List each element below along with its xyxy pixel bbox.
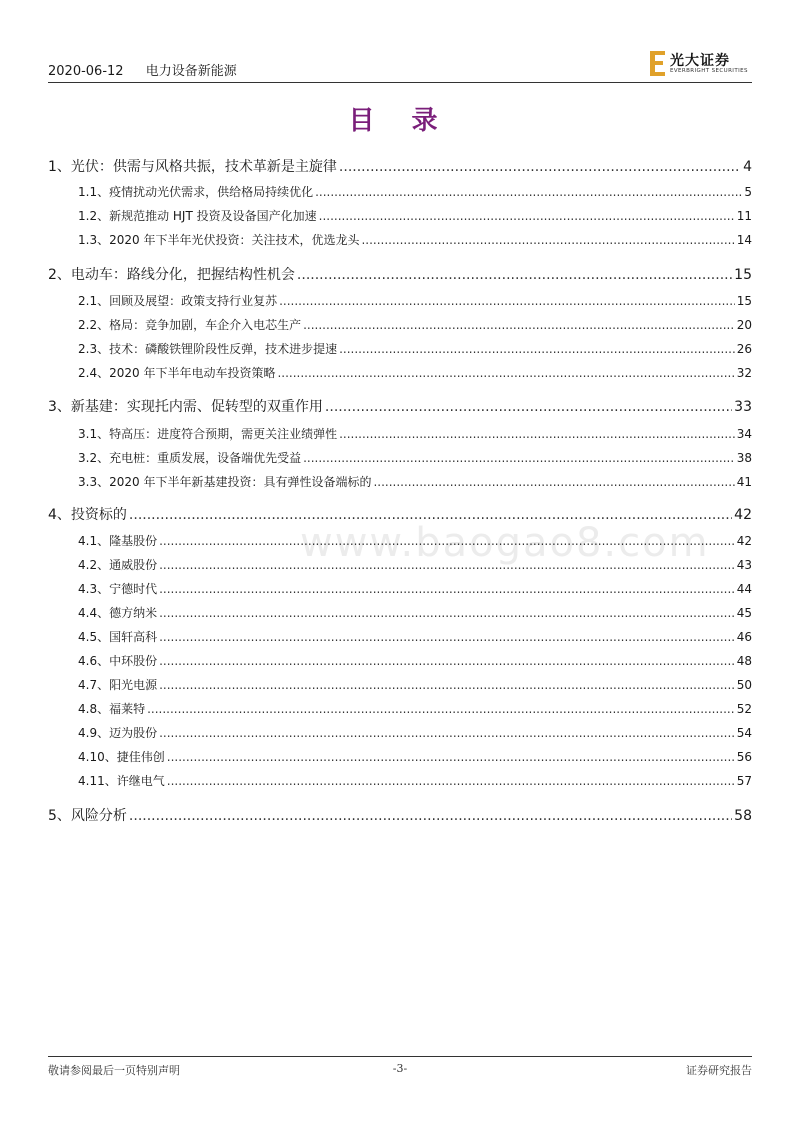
toc-entry-label: 捷佳伟创 <box>116 750 165 764</box>
toc-entry-page: 48 <box>736 654 752 668</box>
toc-entry-label: 阳光电源 <box>109 678 158 692</box>
toc-entry-page: 38 <box>736 451 752 465</box>
toc-entry-number: 1.2、 <box>78 209 110 223</box>
toc-entry-label: 光伏：供需与风格共振，技术革新是主旋律 <box>70 159 337 175</box>
logo-text-cn: 光大证券 <box>670 53 730 69</box>
toc-leader-dots <box>279 294 735 308</box>
toc-subsection-link[interactable] <box>48 724 752 741</box>
toc-subsection-link[interactable] <box>48 340 752 357</box>
toc-entry-number: 4.7、 <box>78 678 110 692</box>
toc-leader-dots <box>159 534 735 548</box>
toc-entry-page: 46 <box>736 630 752 644</box>
toc-leader-dots <box>159 558 735 572</box>
toc-entry-number: 4.3、 <box>78 582 110 596</box>
toc-leader-dots <box>159 582 735 596</box>
toc-entry-page: 20 <box>736 318 752 332</box>
footer-disclaimer: 敬请参阅最后一页特别声明 <box>48 1064 180 1077</box>
toc-entry-label: 德方纳米 <box>109 606 158 620</box>
toc-leader-dots <box>129 507 732 523</box>
toc-leader-dots <box>339 159 741 175</box>
toc-leader-dots <box>361 233 734 247</box>
toc-entry-number: 5、 <box>48 808 71 824</box>
everbright-logo <box>650 50 750 78</box>
toc-entry-page: 50 <box>736 678 752 692</box>
toc-entry-label: 回顾及展望：政策支持行业复苏 <box>109 294 278 308</box>
toc-entry-label: 新基建：实现托内需、促转型的双重作用 <box>70 399 323 415</box>
toc-leader-dots <box>159 654 735 668</box>
toc-entry-label: 2020 年下半年光伏投资：关注技术，优选龙头 <box>109 233 360 247</box>
toc-entry-label: 迈为股份 <box>109 726 158 740</box>
toc-section-link[interactable] <box>48 396 752 416</box>
toc-entry-page: 54 <box>736 726 752 740</box>
toc-entry-page: 44 <box>736 582 752 596</box>
toc-entry-number: 3.3、 <box>78 475 110 489</box>
toc-title: 目 录 <box>348 106 452 136</box>
toc-entry-number: 4.11、 <box>78 774 117 788</box>
toc-entry-page: 26 <box>736 342 752 356</box>
logo-mark-icon <box>650 51 666 76</box>
toc-leader-dots <box>325 399 732 415</box>
toc-entry-page: 52 <box>736 702 752 716</box>
toc-entry-page: 33 <box>734 399 752 415</box>
toc-entry-label: 风险分析 <box>70 808 127 824</box>
toc-entry-label: 2020 年下半年电动车投资策略 <box>109 366 276 380</box>
toc-entry-label: 投资标的 <box>70 507 127 523</box>
report-date: 2020-06-12 <box>48 64 124 79</box>
toc-subsection-link[interactable] <box>48 532 752 549</box>
toc-entry-number: 1.3、 <box>78 233 110 247</box>
toc-leader-dots <box>303 451 735 465</box>
toc-leader-dots <box>147 702 735 716</box>
toc-entry-number: 3、 <box>48 399 71 415</box>
toc-entry-number: 4.5、 <box>78 630 110 644</box>
toc-entry-number: 4.8、 <box>78 702 110 716</box>
toc-entry-number: 4、 <box>48 507 71 523</box>
toc-entry-page: 11 <box>736 209 752 223</box>
toc-entry-label: 通威股份 <box>109 558 158 572</box>
toc-entry-label: 隆基股份 <box>109 534 158 548</box>
toc-section-link[interactable] <box>48 504 752 524</box>
toc-entry-label: 宁德时代 <box>109 582 158 596</box>
footer-doc-type: 证券研究报告 <box>686 1064 752 1077</box>
toc-subsection-link[interactable] <box>48 231 752 248</box>
toc-entry-label: 充电桩：重质发展，设备端优先受益 <box>109 451 302 465</box>
toc-entry-page: 42 <box>736 534 752 548</box>
toc-subsection-link[interactable] <box>48 580 752 597</box>
toc-entry-label: 电动车：路线分化，把握结构性机会 <box>70 267 295 283</box>
toc-entry-label: 2020 年下半年新基建投资：具有弹性设备端标的 <box>109 475 372 489</box>
toc-entry-number: 3.1、 <box>78 427 110 441</box>
toc-entry-number: 1.1、 <box>78 185 110 199</box>
toc-subsection-link[interactable] <box>48 449 752 466</box>
toc-entry-number: 2.2、 <box>78 318 110 332</box>
page-header <box>48 60 237 79</box>
footer-divider <box>48 1056 752 1057</box>
toc-entry-label: 中环股份 <box>109 654 158 668</box>
toc-entry-page: 41 <box>736 475 752 489</box>
toc-subsection-link[interactable] <box>48 604 752 621</box>
toc-leader-dots <box>167 750 735 764</box>
toc-entry-label: 国轩高科 <box>109 630 158 644</box>
toc-entry-number: 1、 <box>48 159 71 175</box>
toc-entry-page: 32 <box>736 366 752 380</box>
toc-leader-dots <box>129 808 732 824</box>
toc-entry-number: 4.6、 <box>78 654 110 668</box>
toc-entry-number: 4.10、 <box>78 750 117 764</box>
toc-subsection-link[interactable] <box>48 183 752 200</box>
toc-subsection-link[interactable] <box>48 316 752 333</box>
toc-entry-number: 4.9、 <box>78 726 110 740</box>
toc-entry-page: 45 <box>736 606 752 620</box>
toc-subsection-link[interactable] <box>48 700 752 717</box>
toc-subsection-link[interactable] <box>48 556 752 573</box>
toc-leader-dots <box>277 366 734 380</box>
toc-entry-number: 3.2、 <box>78 451 110 465</box>
toc-leader-dots <box>373 475 734 489</box>
toc-entry-page: 42 <box>734 507 752 523</box>
toc-entry-label: 许继电气 <box>116 774 165 788</box>
toc-entry-number: 2.3、 <box>78 342 110 356</box>
toc-entry-page: 15 <box>734 267 752 283</box>
toc-section-link[interactable] <box>48 156 752 176</box>
logo-text-en: EVERBRIGHT SECURITIES <box>670 68 748 74</box>
toc-section-link[interactable] <box>48 264 752 284</box>
toc-entry-page: 57 <box>736 774 752 788</box>
toc-leader-dots <box>159 726 735 740</box>
toc-entry-page: 43 <box>736 558 752 572</box>
toc-entry-label: 特高压：进度符合预期，需更关注业绩弹性 <box>109 427 338 441</box>
toc-subsection-link[interactable] <box>48 772 752 789</box>
toc-entry-page: 14 <box>736 233 752 247</box>
toc-entry-page: 4 <box>743 159 752 175</box>
toc-entry-number: 4.2、 <box>78 558 110 572</box>
toc-entry-page: 58 <box>734 808 752 824</box>
toc-entry-number: 4.1、 <box>78 534 110 548</box>
toc-leader-dots <box>297 267 732 283</box>
toc-section-link[interactable] <box>48 805 752 825</box>
toc-subsection-link[interactable] <box>48 473 752 490</box>
toc-entry-number: 2.1、 <box>78 294 110 308</box>
toc-entry-label: 福莱特 <box>109 702 146 716</box>
toc-entry-label: 新规范推动 HJT 投资及设备国产化加速 <box>109 209 317 223</box>
toc-leader-dots <box>339 342 735 356</box>
header-divider <box>48 82 752 83</box>
toc-entry-number: 2、 <box>48 267 71 283</box>
toc-leader-dots <box>159 630 735 644</box>
toc-subsection-link[interactable] <box>48 425 752 442</box>
toc-subsection-link[interactable] <box>48 364 752 381</box>
toc-entry-label: 格局：竞争加剧，车企介入电芯生产 <box>109 318 302 332</box>
toc-leader-dots <box>315 185 742 199</box>
toc-entry-page: 34 <box>736 427 752 441</box>
toc-leader-dots <box>319 209 735 223</box>
toc-leader-dots <box>159 678 735 692</box>
toc-subsection-link[interactable] <box>48 652 752 669</box>
toc-subsection-link[interactable] <box>48 748 752 765</box>
toc-entry-number: 4.4、 <box>78 606 110 620</box>
report-category: 电力设备新能源 <box>145 64 237 79</box>
toc-entry-label: 技术：磷酸铁锂阶段性反弹，技术进步提速 <box>109 342 338 356</box>
toc-entry-page: 15 <box>736 294 752 308</box>
toc-leader-dots <box>159 606 735 620</box>
toc-subsection-link[interactable] <box>48 292 752 309</box>
toc-subsection-link[interactable] <box>48 207 752 224</box>
toc-subsection-link[interactable] <box>48 676 752 693</box>
toc-subsection-link[interactable] <box>48 628 752 645</box>
toc-entry-page: 5 <box>744 185 752 199</box>
toc-leader-dots <box>303 318 735 332</box>
watermark: www.baogao8.com <box>300 520 710 566</box>
toc-leader-dots <box>339 427 735 441</box>
toc-leader-dots <box>167 774 735 788</box>
page-number: -3- <box>392 1062 408 1075</box>
toc-entry-page: 56 <box>736 750 752 764</box>
toc-entry-number: 2.4、 <box>78 366 110 380</box>
toc-entry-label: 疫情扰动光伏需求，供给格局持续优化 <box>109 185 314 199</box>
